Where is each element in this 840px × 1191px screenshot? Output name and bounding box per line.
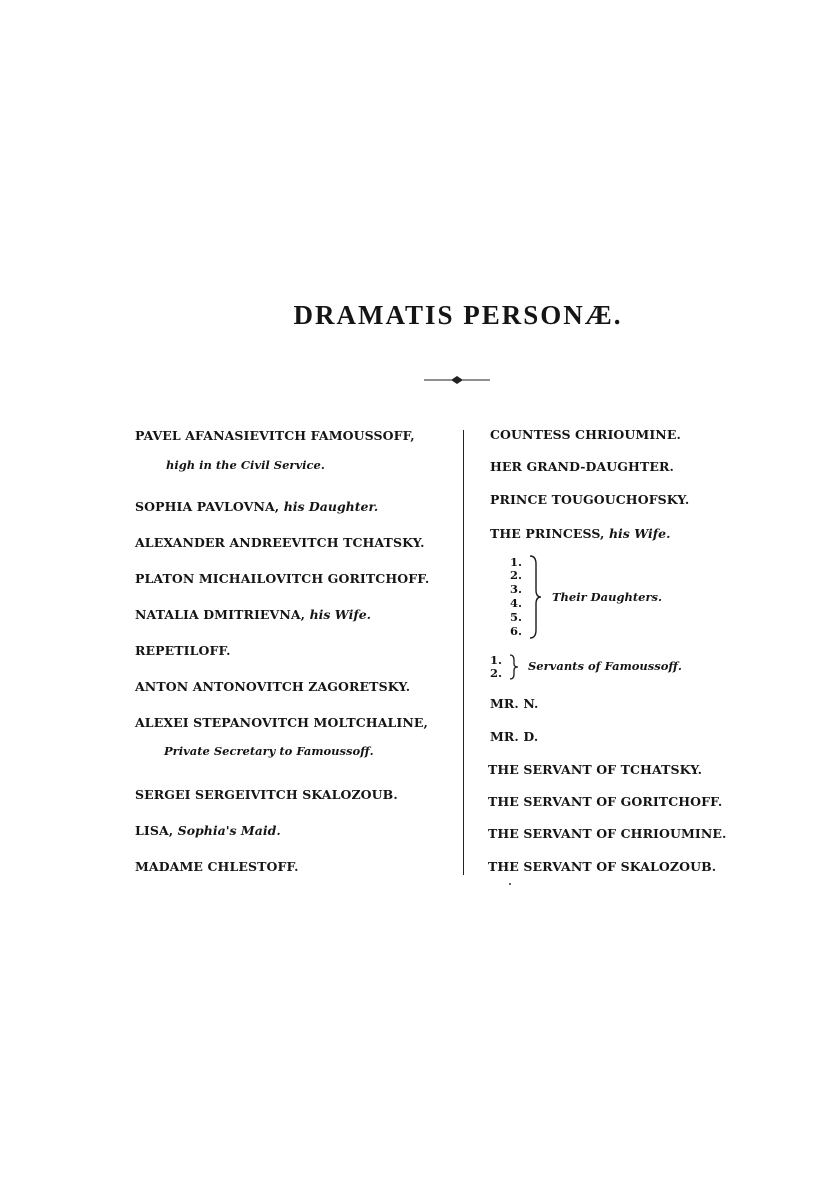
character-famoussoff xyxy=(135,428,415,444)
character-skalozoub xyxy=(135,787,398,803)
character-name: PLATON MICHAILOVITCH GORITCHOFF. xyxy=(135,571,430,586)
daughter-number: 1. xyxy=(510,555,523,569)
character-name: ALEXANDER ANDREEVITCH TCHATSKY. xyxy=(135,535,425,550)
character-repetiloff xyxy=(135,643,231,659)
character-lisa xyxy=(135,823,281,839)
daughter-number: 3. xyxy=(510,582,523,596)
column-divider xyxy=(463,430,464,875)
character-role: Private Secretary to Famoussoff. xyxy=(164,744,374,758)
character-natalia xyxy=(135,607,371,623)
print-speck xyxy=(509,883,511,885)
right-brace-icon xyxy=(508,653,520,681)
character-chlestoff xyxy=(135,859,299,875)
character-moltchaline xyxy=(135,715,428,731)
character-name: SERGEI SERGEIVITCH SKALOZOUB. xyxy=(135,787,398,802)
character-role: his Wife. xyxy=(608,526,671,541)
character-name: ALEXEI STEPANOVITCH MOLTCHALINE, xyxy=(135,715,428,730)
daughter-number: 4. xyxy=(510,596,523,610)
character-princess xyxy=(490,526,670,542)
character-countess: COUNTESS CHRIOUMINE. xyxy=(490,427,681,442)
servants-label: Servants of Famoussoff. xyxy=(528,659,682,673)
daughter-number: 5. xyxy=(510,610,523,624)
character-name: REPETILOFF. xyxy=(135,643,231,658)
character-mr-n: MR. N. xyxy=(490,696,539,711)
character-role: high in the Civil Service. xyxy=(166,458,325,472)
servant-number: 2. xyxy=(490,666,503,680)
character-grand-daughter: HER GRAND-DAUGHTER. xyxy=(490,459,674,474)
page-title: DRAMATIS PERSONÆ. xyxy=(293,300,623,330)
character-role: Sophia's Maid. xyxy=(177,823,281,838)
servant-number: 1. xyxy=(490,653,503,667)
character-role: his Daughter. xyxy=(283,499,379,514)
character-role: his Wife. xyxy=(309,607,372,622)
character-goritchoff xyxy=(135,571,429,587)
character-tchatsky xyxy=(135,535,425,551)
character-mr-d: MR. D. xyxy=(490,729,539,744)
character-servant-tchatsky: THE SERVANT OF TCHATSKY. xyxy=(488,762,703,777)
character-name: PAVEL AFANASIEVITCH FAMOUSSOFF, xyxy=(135,428,415,443)
character-name: NATALIA DMITRIEVNA, xyxy=(135,607,306,622)
character-prince: PRINCE TOUGOUCHOFSKY. xyxy=(490,492,690,507)
character-servant-chrioumine: THE SERVANT OF CHRIOUMINE. xyxy=(488,826,727,841)
daughter-number: 6. xyxy=(510,624,523,638)
character-name: ANTON ANTONOVITCH ZAGORETSKY. xyxy=(135,679,411,694)
ornament-divider-icon xyxy=(424,376,490,384)
character-name: LISA, xyxy=(135,823,174,838)
daughters-label: Their Daughters. xyxy=(552,590,663,604)
right-brace-icon xyxy=(528,554,544,640)
character-zagoretsky xyxy=(135,679,410,695)
character-name: MADAME CHLESTOFF. xyxy=(135,859,299,874)
character-name: THE PRINCESS, xyxy=(490,526,605,541)
daughter-number: 2. xyxy=(510,568,523,582)
character-servant-goritchoff: THE SERVANT OF GORITCHOFF. xyxy=(488,794,723,809)
character-servant-skalozoub: THE SERVANT OF SKALOZOUB. xyxy=(488,859,717,874)
character-name: SOPHIA PAVLOVNA, xyxy=(135,499,280,514)
character-sophia xyxy=(135,499,378,515)
